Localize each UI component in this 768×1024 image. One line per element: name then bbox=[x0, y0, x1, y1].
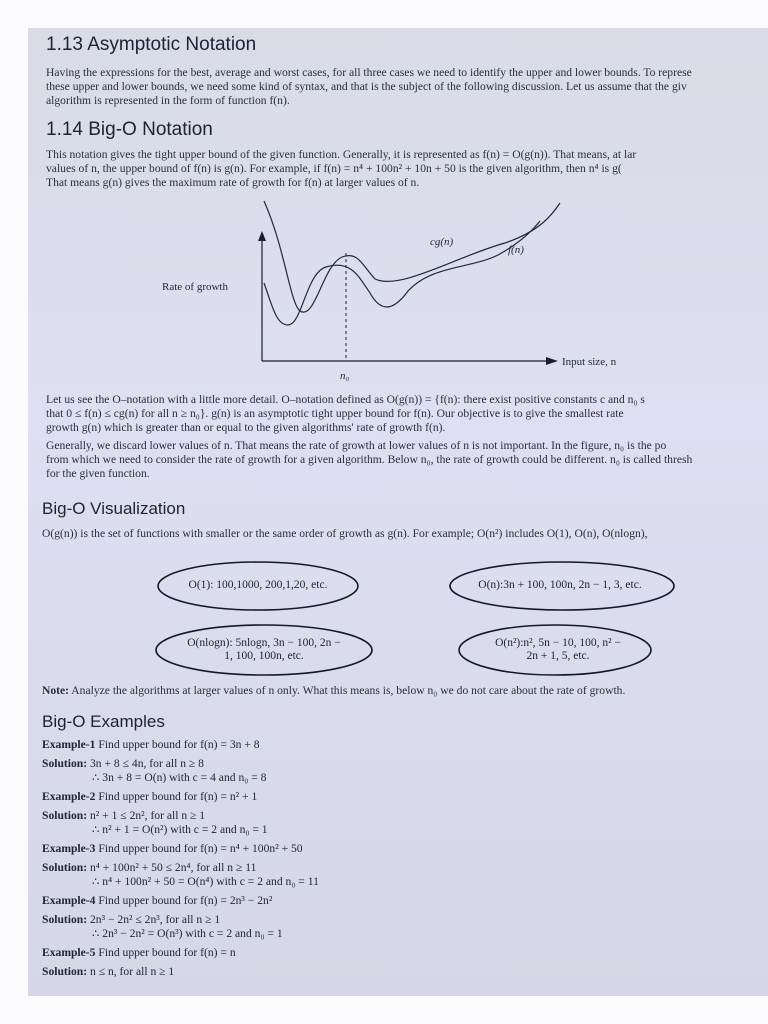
oval-onlogn-text-2: 1, 100, 100n, etc. bbox=[224, 650, 304, 662]
y-axis-arrow bbox=[258, 231, 266, 241]
y-axis-label: Rate of growth bbox=[162, 281, 228, 293]
conclusion-text: ∴ n⁴ + 100n² + 50 = O(n⁴) with c = 2 and n₀ = 11 bbox=[92, 875, 319, 888]
solution-line bbox=[42, 913, 319, 927]
conclusion-line bbox=[42, 771, 319, 790]
example-line bbox=[42, 790, 319, 809]
solution-text: n ≤ n, for all n ≥ 1 bbox=[87, 965, 175, 978]
conclusion-line bbox=[42, 875, 319, 894]
example-text: Find upper bound for f(n) = n⁴ + 100n² + 50 bbox=[95, 842, 303, 855]
example-text: Find upper bound for f(n) = n bbox=[95, 946, 236, 959]
ovals-figure bbox=[40, 548, 760, 683]
paragraph-line: This notation gives the tight upper bound of the given function. Generally, it is represented as f(n) = O(g(n)). That means, at lar bbox=[46, 148, 637, 161]
conclusion-text: ∴ 3n + 8 = O(n) with c = 4 and n₀ = 8 bbox=[92, 771, 267, 784]
example-label: Example-5 bbox=[42, 946, 96, 959]
paragraph-line: Let us see the O–notation with a little more detail. O–notation defined as O(g(n)) = {f(n): there exist positive constants c and n₀ s bbox=[46, 393, 645, 406]
oval-on2-text-1: O(n²):n², 5n − 10, 100, n² − bbox=[495, 637, 621, 649]
section-114-paragraph bbox=[46, 148, 636, 190]
conclusion-line bbox=[42, 927, 319, 946]
solution-label: Solution: bbox=[42, 913, 88, 926]
note-paragraph bbox=[42, 684, 625, 698]
f-curve-label: f(n) bbox=[508, 244, 524, 256]
example-text: Find upper bound for f(n) = n² + 1 bbox=[95, 790, 258, 803]
detail-paragraphs bbox=[46, 393, 692, 481]
solution-line bbox=[42, 809, 319, 823]
paragraph-line: growth g(n) which is greater than or equal to the given algorithms' rate of growth f(n). bbox=[46, 421, 446, 434]
section-113-paragraph bbox=[46, 66, 692, 108]
f-curve bbox=[264, 221, 540, 325]
visualization-title: Big-O Visualization bbox=[42, 499, 186, 518]
example-line bbox=[42, 946, 319, 965]
solution-text: 3n + 8 ≤ 4n, for all n ≥ 8 bbox=[87, 757, 204, 770]
textbook-page bbox=[28, 28, 768, 996]
solution-text: 2n³ − 2n² ≤ 2n³, for all n ≥ 1 bbox=[87, 913, 221, 926]
conclusion-text: ∴ n² + 1 = O(n²) with c = 2 and n₀ = 1 bbox=[92, 823, 268, 836]
paragraph-line: That means g(n) gives the maximum rate of growth for f(n) at larger values of n. bbox=[46, 176, 420, 189]
oval-on-text: O(n):3n + 100, 100n, 2n − 1, 3, etc. bbox=[478, 579, 642, 591]
oval-on2-text-2: 2n + 1, 5, etc. bbox=[526, 650, 590, 662]
paragraph-line: from which we need to consider the rate of growth for a given algorithm. Below n₀, the rate of growth could be different. n₀ is called thresh bbox=[46, 453, 693, 466]
oval-o1-text: O(1): 100,1000, 200,1,20, etc. bbox=[188, 579, 328, 591]
example-line bbox=[42, 842, 319, 861]
solution-line bbox=[42, 965, 319, 979]
solution-label: Solution: bbox=[42, 809, 88, 822]
examples-list bbox=[42, 738, 319, 979]
example-line bbox=[42, 894, 319, 913]
solution-label: Solution: bbox=[42, 861, 88, 874]
paragraph-line: Generally, we discard lower values of n. That means the rate of growth at lower values of n is not important. In the figure, n₀ is the po bbox=[46, 439, 667, 452]
section-title-big-o: 1.14 Big-O Notation bbox=[46, 119, 213, 140]
paragraph-line: Having the expressions for the best, average and worst cases, for all three cases we need to identify the upper and lower bounds. To represe bbox=[46, 66, 692, 79]
solution-text: n⁴ + 100n² + 50 ≤ 2n⁴, for all n ≥ 11 bbox=[87, 861, 257, 874]
example-label: Example-1 bbox=[42, 738, 96, 751]
paragraph-line: algorithm is represented in the form of function f(n). bbox=[46, 94, 290, 107]
paragraph-line: values of n, the upper bound of f(n) is g(n). For example, if f(n) = n⁴ + 100n² + 10n + 50 is the given algorithm, then n⁴ is g( bbox=[46, 162, 622, 175]
paragraph-line: these upper and lower bounds, we need some kind of syntax, and that is the subject of the following discussion. Let us assume that the giv bbox=[46, 80, 687, 93]
note-label: Note: bbox=[42, 684, 70, 697]
growth-rate-figure bbox=[40, 193, 760, 388]
paragraph-line: that 0 ≤ f(n) ≤ cg(n) for all n ≥ n₀}. g(n) is an asymptotic tight upper bound for f(n). Our objective is to give the smallest rate bbox=[46, 407, 624, 420]
solution-label: Solution: bbox=[42, 757, 88, 770]
visualization-intro: O(g(n)) is the set of functions with smaller or the same order of growth as g(n). For example; O(n²) includes O(1), O(n), O(nlogn), bbox=[42, 527, 648, 540]
x-axis-label: Input size, n bbox=[562, 356, 617, 368]
oval-onlogn-text-1: O(nlogn): 5nlogn, 3n − 100, 2n − bbox=[187, 637, 341, 649]
section-title-asymptotic: 1.13 Asymptotic Notation bbox=[46, 34, 257, 55]
examples-title: Big-O Examples bbox=[42, 712, 165, 731]
example-label: Example-3 bbox=[42, 842, 96, 855]
threshold-label: n₀ bbox=[340, 370, 350, 382]
conclusion-line bbox=[42, 823, 319, 842]
example-label: Example-4 bbox=[42, 894, 96, 907]
solution-line bbox=[42, 757, 319, 771]
solution-line bbox=[42, 861, 319, 875]
example-text: Find upper bound for f(n) = 2n³ − 2n² bbox=[95, 894, 273, 907]
cg-curve bbox=[264, 201, 560, 312]
example-line bbox=[42, 738, 319, 757]
example-label: Example-2 bbox=[42, 790, 96, 803]
conclusion-text: ∴ 2n³ − 2n² = O(n³) with c = 2 and n₀ = 1 bbox=[92, 927, 283, 940]
solution-text: n² + 1 ≤ 2n², for all n ≥ 1 bbox=[87, 809, 206, 822]
note-text: Analyze the algorithms at larger values of n only. What this means is, below n₀ we do not care about the rate of growth. bbox=[69, 684, 626, 697]
example-text: Find upper bound for f(n) = 3n + 8 bbox=[95, 738, 260, 751]
solution-label: Solution: bbox=[42, 965, 88, 978]
paragraph-line: for the given function. bbox=[46, 467, 150, 480]
x-axis-arrow bbox=[546, 357, 558, 365]
cg-curve-label: cg(n) bbox=[430, 236, 454, 248]
